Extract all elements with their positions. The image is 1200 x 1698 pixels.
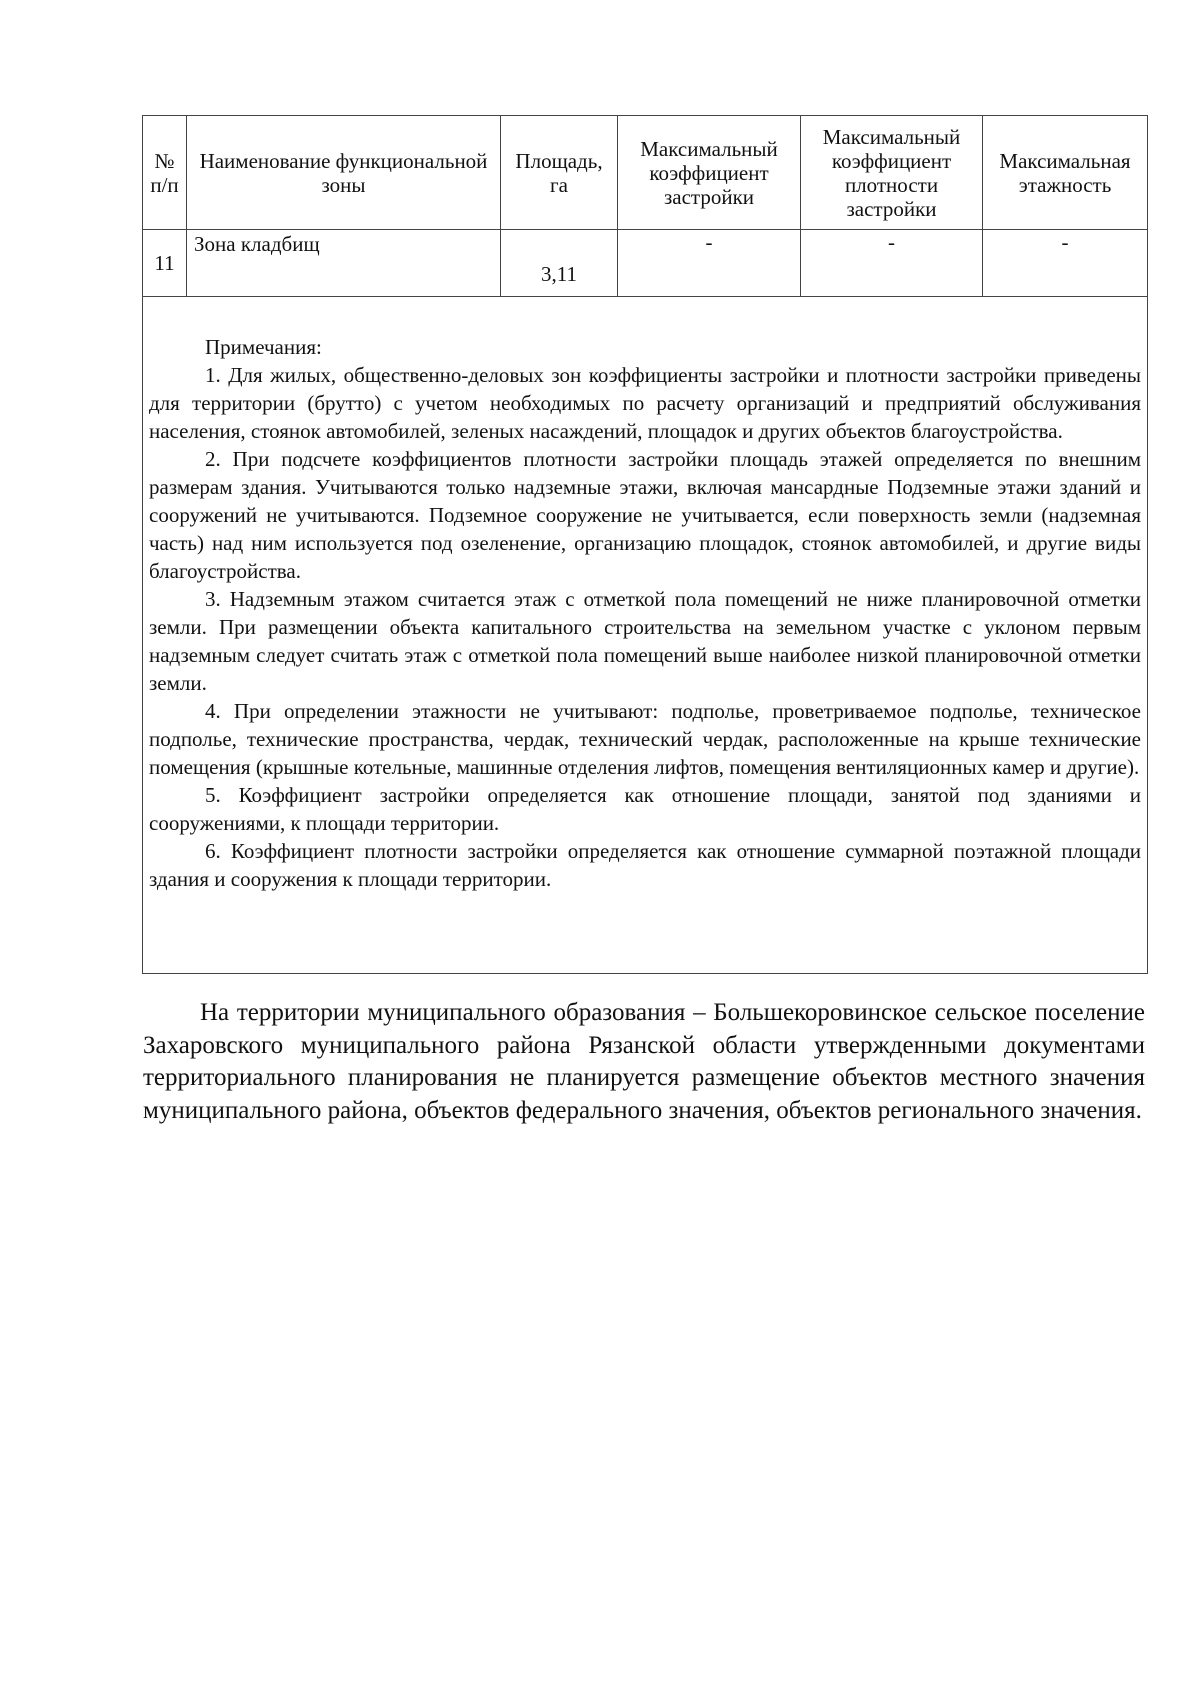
body-paragraph: На территории муниципального образования – Большекоровинское сельское поселение Захаровского муниципального района Рязанской области утвержденными документами территориального планирования не планируется размещение объектов местного значения муниципального района, объектов федерального значения, объектов регионального значения. (143, 999, 1145, 1124)
notes-block (143, 297, 1147, 893)
body-text (143, 997, 1145, 1127)
notes-title: Примечания: (205, 335, 322, 359)
note-item-6: 6. Коэффициент плотности застройки определяется как отношение суммарной поэтажной площади здания и сооружения к площади территории. (149, 839, 1141, 891)
cell-num: 11 (143, 230, 187, 297)
note-item-1: 1. Для жилых, общественно-деловых зон коэффициенты застройки и плотности застройки приведены для территории (брутто) с учетом необходимых по расчету организаций и предприятий обслуживания населения, стоянок автомобилей, зеленых насаждений, площадок и других объектов благоустройства. (149, 363, 1141, 443)
cell-area: 3,11 (501, 230, 618, 297)
header-num: № п/п (143, 116, 187, 230)
zones-table (142, 115, 1148, 974)
header-max-coef: Максимальный коэффициент застройки (618, 116, 801, 230)
cell-max-density: - (801, 230, 983, 297)
table-header-row (143, 116, 1148, 230)
cell-max-coef: - (618, 230, 801, 297)
header-max-density: Максимальный коэффициент плотности застройки (801, 116, 983, 230)
header-area: Площадь, га (501, 116, 618, 230)
note-item-4: 4. При определении этажности не учитывают: подполье, проветриваемое подполье, техническое подполье, технические пространства, чердак, технический чердак, расположенные на крыше технические помещения (крышные котельные, машинные отделения лифтов, помещения вентиляционных камер и другие). (149, 699, 1141, 779)
header-zone-name: Наименование функциональной зоны (187, 116, 501, 230)
notes-row (143, 297, 1148, 974)
table-row (143, 230, 1148, 297)
note-item-3: 3. Надземным этажом считается этаж с отметкой пола помещений не ниже планировочной отметки земли. При размещении объекта капитального строительства на земельном участке с уклоном первым надземным следует считать этаж с отметкой пола помещений выше наиболее низкой планировочной отметки земли. (149, 587, 1141, 695)
note-item-2: 2. При подсчете коэффициентов плотности застройки площадь этажей определяется по внешним размерам здания. Учитываются только надземные этажи, включая мансардные Подземные этажи зданий и сооружений не учитываются. Подземное сооружение не учитывается, если поверхность земли (надземная часть) над ним используется под озеленение, организацию площадок, стоянок автомобилей, и другие виды благоустройства. (149, 447, 1141, 583)
cell-max-floors: - (983, 230, 1148, 297)
cell-zone-name: Зона кладбищ (187, 230, 501, 297)
notes-cell (143, 297, 1148, 974)
header-max-floors: Максимальная этажность (983, 116, 1148, 230)
note-item-5: 5. Коэффициент застройки определяется как отношение площади, занятой под зданиями и сооружениями, к площади территории. (149, 783, 1141, 835)
